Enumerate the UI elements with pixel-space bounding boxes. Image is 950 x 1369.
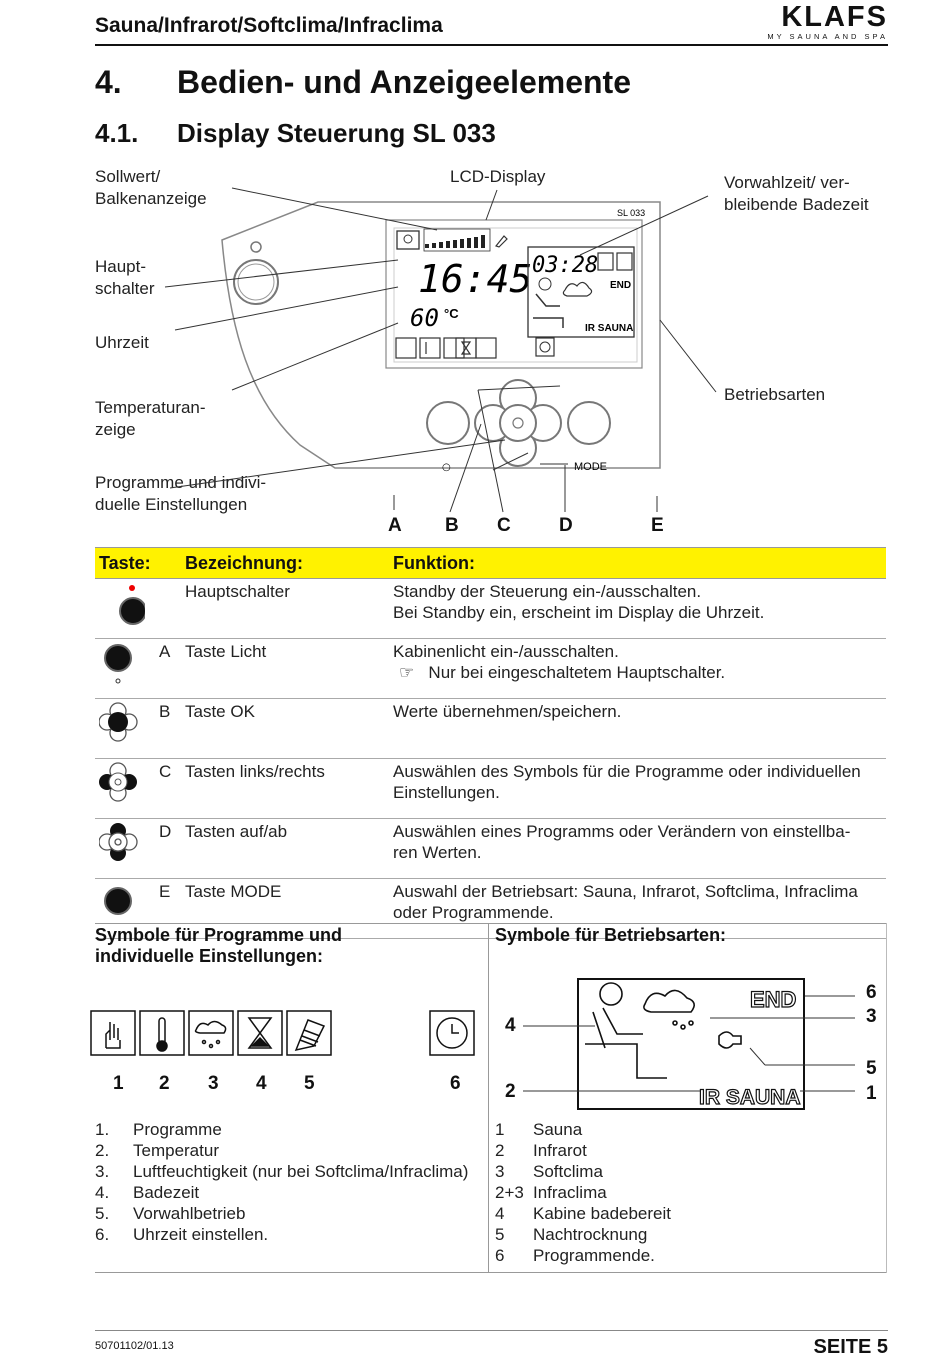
key-icon	[496, 236, 507, 247]
lcd-mode: IR SAUNA	[585, 323, 634, 334]
callout-4: 4	[505, 1015, 516, 1036]
table-row	[95, 639, 886, 699]
label-vorwahl: Vorwahlzeit/ ver- bleibende Badezeit	[724, 173, 869, 214]
lcd-preset-time: 03:28	[532, 253, 599, 278]
light-icon	[397, 231, 419, 249]
label-programme: Programme und indivi- duelle Einstellungen	[95, 473, 267, 514]
label-hauptschalter: Haupt- schalter	[95, 257, 155, 298]
key-table	[95, 547, 886, 939]
table-row	[95, 819, 886, 879]
row-func: Auswählen eines Programms oder Verändern von einstellba- ren Werten.	[389, 819, 886, 879]
row-key: E	[155, 879, 181, 939]
list-item: 4. Badezeit	[95, 1183, 200, 1202]
row-key: C	[155, 759, 181, 819]
lcd-temp-unit: °C	[444, 306, 459, 321]
preset-icon	[287, 1011, 331, 1055]
symbols-right-title: Symbole für Betriebsarten:	[495, 925, 727, 945]
row-func: Werte übernehmen/speichern.	[389, 699, 886, 759]
logo-text: KLAFS	[781, 1, 888, 33]
label-temperatur: Temperaturan- zeige	[95, 398, 206, 439]
letter-d: D	[559, 515, 573, 536]
row-name: Taste MODE	[181, 879, 389, 939]
program-symbol-icons	[88, 1008, 478, 1060]
lcd-clock: 16:45	[418, 257, 533, 301]
logo-tagline: MY SAUNA AND SPA	[767, 32, 888, 41]
main-switch-button	[234, 260, 278, 304]
heading-2-number: 4.1.	[95, 118, 139, 148]
row-func: Auswahl der Betriebsart: Sauna, Infrarot, Softclima, Infraclima oder Programmende.	[389, 879, 886, 939]
bar-indicator	[424, 229, 490, 251]
control-panel-diagram	[0, 0, 950, 545]
button-a-light	[427, 402, 469, 444]
list-item: 1 Sauna	[495, 1120, 583, 1139]
header-title: Sauna/Infrarot/Softclima/Infraclima	[95, 14, 443, 37]
row-name: Tasten links/rechts	[181, 759, 389, 819]
heading-1-text: Bedien- und Anzeigeelemente	[177, 64, 631, 100]
light-button-icon	[95, 639, 155, 699]
label-sollwert: Sollwert/ Balkenanzeige	[95, 167, 207, 208]
hourglass-icon	[598, 253, 613, 270]
mode-button-label: MODE	[574, 461, 607, 473]
mode-symbol-display	[495, 970, 885, 1120]
label-lcd: LCD-Display	[450, 167, 546, 186]
row-key: D	[155, 819, 181, 879]
icon-number-4: 4	[256, 1073, 267, 1094]
clock-icon	[536, 338, 554, 356]
row-func: Kabinenlicht ein-/ausschalten. ☞ Nur bei eingeschaltetem Hauptschalter.	[389, 639, 886, 699]
hand-icon	[106, 1022, 120, 1048]
icon-number-6: 6	[450, 1073, 461, 1094]
section-rule	[95, 923, 886, 924]
list-item: 4 Kabine badebereit	[495, 1204, 672, 1223]
updown-button-icon	[95, 819, 155, 879]
lcd-temp: 60	[410, 304, 439, 332]
letter-e: E	[651, 515, 664, 536]
page-number: SEITE 5	[813, 1336, 888, 1358]
hand-pointer-icon: ☞	[399, 663, 415, 682]
lcd-end: END	[610, 280, 632, 291]
row-key: B	[155, 699, 181, 759]
col-header-funktion: Funktion:	[389, 548, 886, 579]
col-header-taste: Taste:	[95, 548, 181, 579]
row-func: Auswählen des Symbols für die Programme oder individuellen Einstellungen.	[389, 759, 886, 819]
person-icon	[600, 983, 622, 1005]
leftright-button-icon	[95, 759, 155, 819]
col-header-bezeichnung: Bezeichnung:	[181, 548, 389, 579]
end-text: END	[750, 987, 797, 1012]
fan-icon	[719, 1032, 741, 1048]
section-bottom-rule	[95, 1272, 886, 1273]
callout-6: 6	[866, 982, 877, 1003]
callout-5: 5	[866, 1058, 877, 1079]
list-item: 2. Temperatur	[95, 1141, 219, 1160]
flag-icon	[617, 253, 632, 270]
direction-pad	[475, 380, 561, 466]
list-item: 5. Vorwahlbetrieb	[95, 1204, 246, 1223]
row-name: Taste Licht	[181, 639, 389, 699]
icon-number-1: 1	[113, 1073, 124, 1094]
row-name: Taste OK	[181, 699, 389, 759]
heading-2-text: Display Steuerung SL 033	[177, 118, 496, 148]
section-right-edge	[886, 923, 887, 1273]
mode-symbol-list	[495, 1119, 671, 1266]
ok-button-icon	[95, 699, 155, 759]
row-func: Standby der Steuerung ein-/ausschalten. Bei Standby ein, erscheint im Display die Uhrzeit.	[389, 579, 886, 639]
table-row	[95, 759, 886, 819]
person-icon	[539, 278, 551, 290]
section-divider	[488, 923, 489, 1273]
program-symbol-list	[95, 1119, 468, 1245]
main-switch-icon	[95, 579, 155, 639]
list-item: 2+3 Infraclima	[495, 1183, 607, 1202]
table-row	[95, 579, 886, 639]
list-item: 6. Uhrzeit einstellen.	[95, 1225, 269, 1244]
label-uhrzeit: Uhrzeit	[95, 333, 149, 352]
row-name: Tasten auf/ab	[181, 819, 389, 879]
svg-text:○: ○	[442, 462, 451, 473]
list-item: 1. Programme	[95, 1120, 222, 1139]
label-betriebsarten: Betriebsarten	[724, 385, 826, 404]
list-item: 3. Luftfeuchtigkeit (nur bei Softclima/Infraclima)	[95, 1162, 469, 1181]
button-e-mode	[568, 402, 610, 444]
program-icons-row	[396, 338, 496, 358]
row-key: A	[155, 639, 181, 699]
list-item: 6 Programmende.	[495, 1246, 655, 1265]
icon-number-2: 2	[159, 1073, 170, 1094]
led-indicator	[251, 242, 261, 252]
heading-1-number: 4.	[95, 64, 122, 100]
ir-sauna-text: IR SAUNA	[699, 1086, 801, 1109]
letter-b: B	[445, 515, 459, 536]
document-code: 50701102/01.13	[95, 1340, 174, 1352]
footer-rule	[95, 1330, 888, 1331]
model-label: SL 033	[617, 208, 646, 218]
row-name: Hauptschalter	[181, 579, 389, 639]
icon-number-5: 5	[304, 1073, 315, 1094]
letter-c: C	[497, 515, 511, 536]
letter-a: A	[388, 515, 402, 536]
cloud-icon	[563, 282, 591, 296]
callout-2: 2	[505, 1081, 516, 1102]
row-key	[155, 579, 181, 639]
callout-1: 1	[866, 1083, 877, 1104]
list-item: 2 Infrarot	[495, 1141, 587, 1160]
table-row	[95, 699, 886, 759]
list-item: 3 Softclima	[495, 1162, 603, 1181]
symbols-left-title: Symbole für Programme und individuelle Einstellungen:	[95, 925, 343, 966]
icon-number-3: 3	[208, 1073, 219, 1094]
callout-3: 3	[866, 1006, 877, 1027]
table-header-row	[95, 548, 886, 579]
list-item: 5 Nachtrocknung	[495, 1225, 648, 1244]
cloud-icon	[644, 990, 694, 1012]
